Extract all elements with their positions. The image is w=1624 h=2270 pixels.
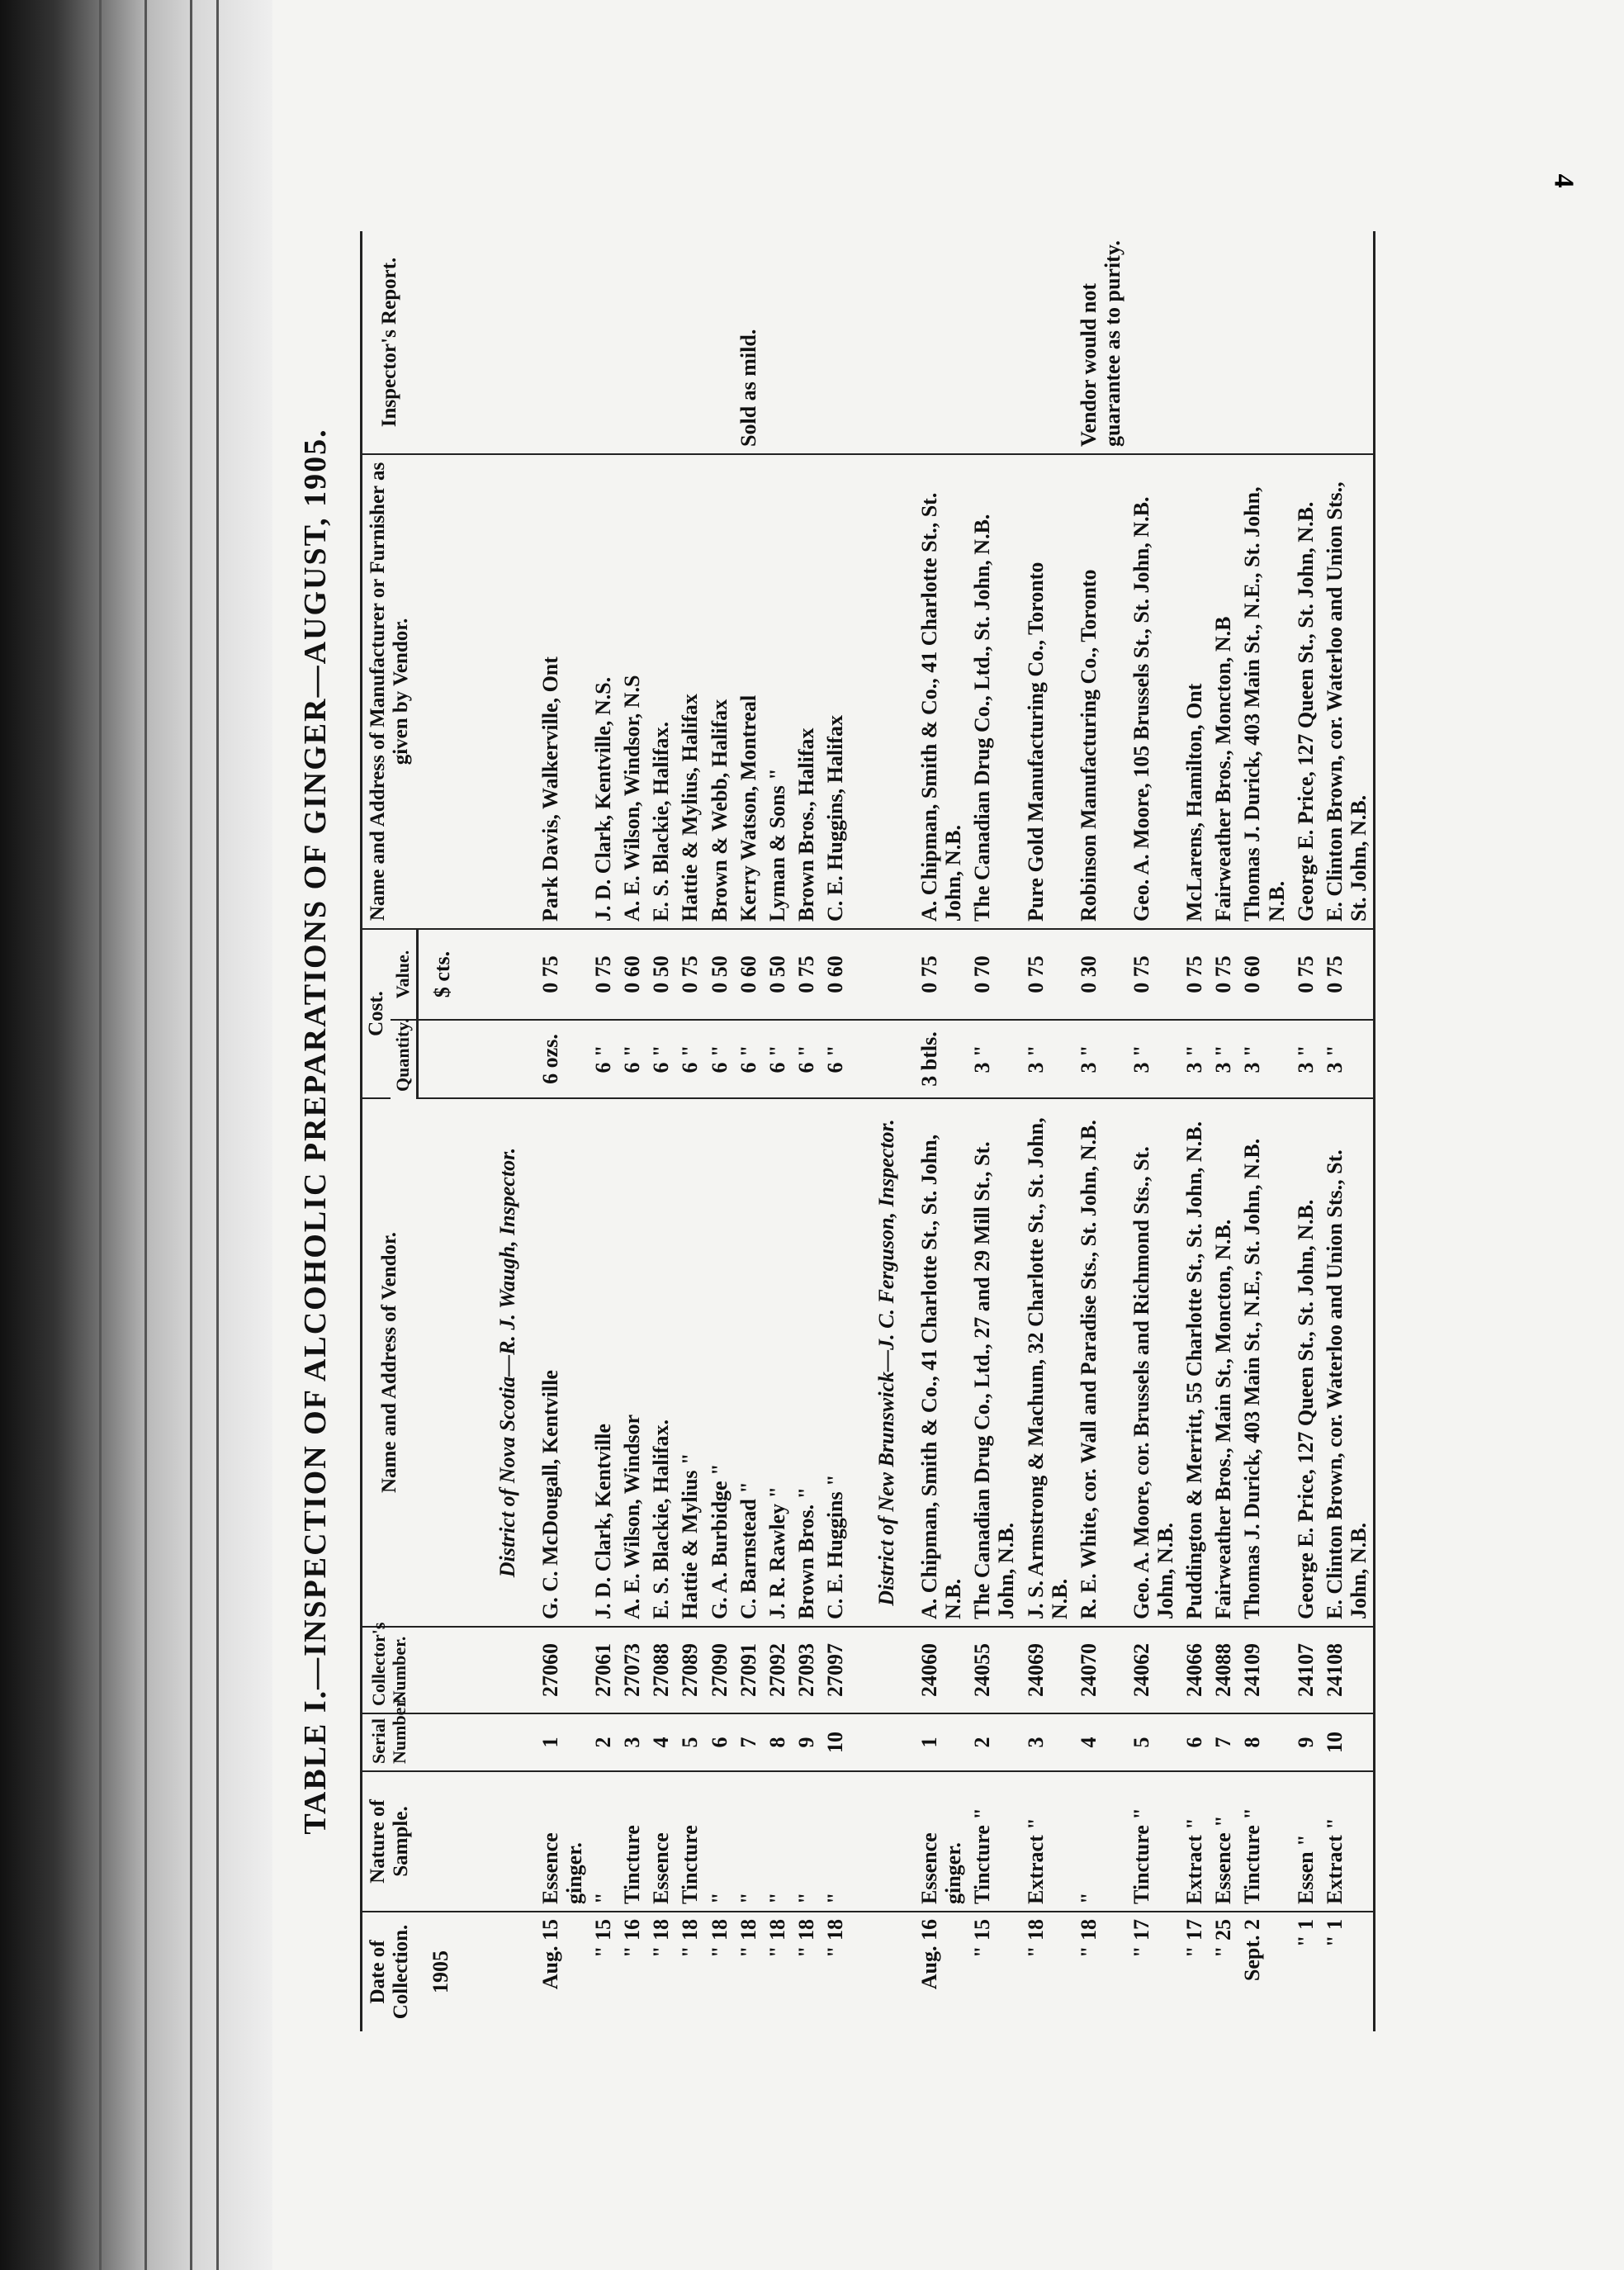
report-cell: Vendor would not guarantee as to purity. [1074, 231, 1127, 454]
nature-cell: " [705, 1771, 734, 1912]
serial-cell: 9 [1291, 1713, 1320, 1771]
date-month: " [736, 1945, 760, 1958]
vendor-cell: Geo. A. Moore, cor. Brussels and Richmond Sts., St. John, N.B. [1127, 1098, 1180, 1627]
district-heading-row [850, 231, 915, 2031]
date-day: 16 [620, 1919, 645, 1941]
quantity-cell: 3 " [1127, 1020, 1180, 1098]
quantity-cell: 3 " [1180, 1020, 1209, 1098]
quantity-cell: 3 " [1238, 1020, 1290, 1098]
report-cell [763, 231, 792, 454]
vendor-cell: A. Chipman, Smith & Co., 41 Charlotte St., St. John, N.B. [915, 1098, 968, 1627]
date-cell [1180, 1912, 1209, 2031]
vendor-cell: Fairweather Bros., Main St., Moncton, N.B. [1209, 1098, 1238, 1627]
date-cell [792, 1912, 821, 2031]
date-day: 15 [591, 1919, 616, 1941]
report-cell [1320, 231, 1375, 454]
quantity-cell: 3 " [1320, 1020, 1375, 1098]
date-month: " [1076, 1945, 1101, 1958]
quantity-cell: 3 " [1021, 1020, 1074, 1098]
report-cell [536, 231, 589, 454]
book-binding [0, 0, 272, 2270]
table-row [705, 231, 734, 2031]
serial-cell: 5 [675, 1713, 704, 1771]
date-month: Sept. [1240, 1935, 1265, 1982]
collector-cell: 27090 [705, 1627, 734, 1713]
collector-cell: 27073 [618, 1627, 646, 1713]
manufacturer-cell: Park Davis, Walkerville, Ont [536, 454, 589, 929]
manufacturer-cell: The Canadian Drug Co., Ltd., St. John, N.B. [968, 454, 1020, 929]
manufacturer-cell: A. E. Wilson, Windsor, N.S [618, 454, 646, 929]
value-cell: 0 75 [675, 929, 704, 1020]
serial-cell: 4 [1074, 1713, 1127, 1771]
date-cell [589, 1912, 618, 2031]
header-date: Date of Collection. [362, 1912, 418, 2031]
date-day: 18 [707, 1919, 732, 1941]
quantity-cell: 6 ozs. [536, 1020, 589, 1098]
manufacturer-cell: J. D. Clark, Kentville, N.S. [589, 454, 618, 929]
value-cell: 0 75 [536, 929, 589, 1020]
collector-cell: 24070 [1074, 1627, 1127, 1713]
document-page [272, 0, 1624, 2270]
vendor-cell: J. R. Rawley " [763, 1098, 792, 1627]
nature-cell: Extract " [1320, 1771, 1375, 1912]
nature-cell: Tincture " [968, 1771, 1020, 1912]
collector-cell: 27061 [589, 1627, 618, 1713]
table-body [417, 231, 1374, 2031]
manufacturer-cell: Pure Gold Manufacturing Co., Toronto [1021, 454, 1074, 929]
date-cell [968, 1912, 1020, 2031]
serial-cell: 1 [536, 1713, 589, 1771]
manufacturer-cell: C. E. Huggins, Halifax [821, 454, 850, 929]
value-cell: 0 75 [589, 929, 618, 1020]
vendor-cell: E. Clinton Brown, cor. Waterloo and Union Sts., St. John, N.B. [1320, 1098, 1375, 1627]
nature-cell: Tincture [675, 1771, 704, 1912]
table-row [792, 231, 821, 2031]
value-cell: 0 75 [1291, 929, 1320, 1020]
report-cell [792, 231, 821, 454]
date-cell [646, 1912, 675, 2031]
serial-cell: 9 [792, 1713, 821, 1771]
report-cell [1180, 231, 1209, 454]
report-cell [646, 231, 675, 454]
vendor-cell: J. S. Armstrong & Machum, 32 Charlotte St., St. John, N.B. [1021, 1098, 1074, 1627]
table-row [915, 231, 968, 2031]
nature-cell: Extract " [1021, 1771, 1074, 1912]
year-label: 1905 [428, 1950, 453, 1993]
serial-cell: 3 [618, 1713, 646, 1771]
date-day: 18 [1076, 1919, 1101, 1941]
rotated-table-block [289, 231, 1478, 2031]
nature-cell: Tincture " [1238, 1771, 1290, 1912]
value-cell: 0 60 [1238, 929, 1290, 1020]
date-cell [1209, 1912, 1238, 2031]
vendor-cell: Brown Bros. " [792, 1098, 821, 1627]
date-cell [536, 1912, 589, 2031]
header-collector: Collector's Number. [362, 1627, 418, 1713]
vendor-cell: C. E. Huggins " [821, 1098, 850, 1627]
date-cell [1238, 1912, 1290, 2031]
table-row [589, 231, 618, 2031]
table-title: TABLE I.—INSPECTION OF ALCOHOLIC PREPARATIONS OF GINGER—AUGUST, 1905. [298, 428, 333, 1835]
collector-cell: 24055 [968, 1627, 1020, 1713]
quantity-cell: 6 " [792, 1020, 821, 1098]
collector-cell: 24060 [915, 1627, 968, 1713]
report-cell [705, 231, 734, 454]
date-month: " [970, 1945, 995, 1958]
serial-cell: 7 [734, 1713, 763, 1771]
quantity-cell: 6 " [675, 1020, 704, 1098]
nature-cell: Essence ginger. [915, 1771, 968, 1912]
collector-cell: 27089 [675, 1627, 704, 1713]
manufacturer-cell: E. S. Blackie, Halifax. [646, 454, 675, 929]
nature-cell: Tincture [618, 1771, 646, 1912]
nature-cell: " [763, 1771, 792, 1912]
date-cell [763, 1912, 792, 2031]
report-cell [618, 231, 646, 454]
date-month: " [1129, 1945, 1154, 1958]
collector-cell: 27093 [792, 1627, 821, 1713]
date-day: 16 [917, 1919, 942, 1941]
vendor-cell: G. A. Burbidge " [705, 1098, 734, 1627]
collector-cell: 24107 [1291, 1627, 1320, 1713]
manufacturer-cell: Lyman & Sons " [763, 454, 792, 929]
vendor-cell: Puddington & Merritt, 55 Charlotte St., St. John, N.B. [1180, 1098, 1209, 1627]
collector-cell: 24109 [1238, 1627, 1290, 1713]
manufacturer-cell: Kerry Watson, Montreal [734, 454, 763, 929]
nature-cell: " [589, 1771, 618, 1912]
inspection-table [360, 231, 1375, 2031]
collector-cell: 27097 [821, 1627, 850, 1713]
vendor-cell: George E. Price, 127 Queen St., St. John, N.B. [1291, 1098, 1320, 1627]
table-row [1320, 231, 1375, 2031]
value-cell: 0 75 [915, 929, 968, 1020]
table-row [646, 231, 675, 2031]
date-cell [1021, 1912, 1074, 2031]
nature-cell: Essence " [1209, 1771, 1238, 1912]
serial-cell: 2 [589, 1713, 618, 1771]
value-cell: 0 50 [646, 929, 675, 1020]
header-report: Inspector's Report. [362, 231, 418, 454]
value-cell: 0 50 [705, 929, 734, 1020]
date-day: 18 [649, 1919, 674, 1941]
date-month: " [1023, 1945, 1048, 1958]
header-vendor: Name and Address of Vendor. [362, 1098, 418, 1627]
vendor-cell: A. E. Wilson, Windsor [618, 1098, 646, 1627]
date-day: 2 [1240, 1919, 1265, 1930]
serial-cell: 1 [915, 1713, 968, 1771]
report-cell [1021, 231, 1074, 454]
value-cell: 0 30 [1074, 929, 1127, 1020]
date-cell [705, 1912, 734, 2031]
quantity-cell: 3 btls. [915, 1020, 968, 1098]
serial-cell: 6 [705, 1713, 734, 1771]
date-cell [675, 1912, 704, 2031]
value-cell: 0 50 [763, 929, 792, 1020]
quantity-cell: 6 " [646, 1020, 675, 1098]
date-cell [1074, 1912, 1127, 2031]
collector-cell: 24066 [1180, 1627, 1209, 1713]
date-cell [915, 1912, 968, 2031]
vendor-cell: Thomas J. Durick, 403 Main St., N.E., St. John, N.B. [1238, 1098, 1290, 1627]
manufacturer-cell: Brown Bros., Halifax [792, 454, 821, 929]
date-cell [1320, 1912, 1375, 2031]
date-day: 18 [765, 1919, 789, 1941]
nature-cell: " [734, 1771, 763, 1912]
quantity-cell: 3 " [968, 1020, 1020, 1098]
vendor-cell: Hattie & Mylius " [675, 1098, 704, 1627]
date-month: " [1293, 1935, 1318, 1947]
table-row [1238, 231, 1290, 2031]
collector-cell: 24069 [1021, 1627, 1074, 1713]
collector-cell: 27088 [646, 1627, 675, 1713]
value-cell: 0 75 [1209, 929, 1238, 1020]
vendor-cell: G. C. McDougall, Kentville [536, 1098, 589, 1627]
report-cell [589, 231, 618, 454]
date-month: " [591, 1945, 616, 1958]
year-row [417, 231, 471, 2031]
table-row [675, 231, 704, 2031]
date-day: 18 [822, 1919, 847, 1941]
quantity-cell: 3 " [1074, 1020, 1127, 1098]
collector-cell: 24088 [1209, 1627, 1238, 1713]
date-month: " [649, 1945, 674, 1958]
nature-cell: " [1074, 1771, 1127, 1912]
report-cell [968, 231, 1020, 454]
manufacturer-cell: McLarens, Hamilton, Ont [1180, 454, 1209, 929]
table-row [1127, 231, 1180, 2031]
district-heading: District of Nova Scotia—R. J. Waugh, Inspector. [471, 1098, 536, 1627]
quantity-cell: 6 " [618, 1020, 646, 1098]
manufacturer-cell: Hattie & Mylius, Halifax [675, 454, 704, 929]
report-cell [675, 231, 704, 454]
quantity-cell: 6 " [734, 1020, 763, 1098]
table-row [968, 231, 1020, 2031]
serial-cell: 4 [646, 1713, 675, 1771]
serial-cell: 8 [763, 1713, 792, 1771]
vendor-cell: J. D. Clark, Kentville [589, 1098, 618, 1627]
date-month: " [678, 1945, 703, 1958]
vendor-cell: R. E. White, cor. Wall and Paradise Sts., St. John, N.B. [1074, 1098, 1127, 1627]
date-day: 25 [1211, 1919, 1236, 1941]
quantity-cell: 6 " [705, 1020, 734, 1098]
date-month: " [1211, 1945, 1236, 1958]
report-cell [1238, 231, 1290, 454]
manufacturer-cell: Geo. A. Moore, 105 Brussels St., St. John, N.B. [1127, 454, 1180, 929]
manufacturer-cell: Thomas J. Durick, 403 Main St., N.E., St. John, N.B. [1238, 454, 1290, 929]
collector-cell: 27060 [536, 1627, 589, 1713]
date-day: 17 [1182, 1919, 1207, 1941]
header-quantity: Quantity. [391, 1020, 417, 1098]
manufacturer-cell: Brown & Webb, Halifax [705, 454, 734, 929]
value-cell: 0 75 [792, 929, 821, 1020]
date-cell [734, 1912, 763, 2031]
vendor-cell: E. S. Blackie, Halifax. [646, 1098, 675, 1627]
date-cell [1127, 1912, 1180, 2031]
vendor-cell: The Canadian Drug Co., Ltd., 27 and 29 Mill St., St. John, N.B. [968, 1098, 1020, 1627]
collector-cell: 27091 [734, 1627, 763, 1713]
date-month: Aug. [537, 1945, 562, 1990]
value-cell: 0 60 [821, 929, 850, 1020]
collector-cell: 27092 [763, 1627, 792, 1713]
table-row [1209, 231, 1238, 2031]
district-heading-row [471, 231, 536, 2031]
quantity-cell: 6 " [763, 1020, 792, 1098]
district-heading: District of New Brunswick—J. C. Ferguson, Inspector. [850, 1098, 915, 1627]
quantity-cell: 3 " [1291, 1020, 1320, 1098]
report-cell [821, 231, 850, 454]
value-cell: 0 70 [968, 929, 1020, 1020]
report-cell [1209, 231, 1238, 454]
date-day: 18 [678, 1919, 703, 1941]
table-row [618, 231, 646, 2031]
manufacturer-cell: Robinson Manufacturing Co., Toronto [1074, 454, 1127, 929]
report-cell [1127, 231, 1180, 454]
nature-cell: Extract " [1180, 1771, 1209, 1912]
serial-cell: 10 [1320, 1713, 1375, 1771]
date-day: 1 [1293, 1919, 1318, 1930]
serial-cell: 8 [1238, 1713, 1290, 1771]
table-row [1074, 231, 1127, 2031]
manufacturer-cell: A. Chipman, Smith & Co., 41 Charlotte St., St. John, N.B. [915, 454, 968, 929]
page-number: 4 [1548, 173, 1579, 188]
serial-cell: 5 [1127, 1713, 1180, 1771]
date-month: " [765, 1945, 789, 1958]
header-value: Value. [391, 929, 417, 1020]
value-cell: 0 60 [734, 929, 763, 1020]
date-day: 17 [1129, 1919, 1154, 1941]
quantity-cell: 6 " [821, 1020, 850, 1098]
manufacturer-cell: George E. Price, 127 Queen St., St. John, N.B. [1291, 454, 1320, 929]
value-cell: 0 60 [618, 929, 646, 1020]
date-month: " [1182, 1945, 1207, 1958]
value-cell: 0 75 [1180, 929, 1209, 1020]
report-cell [1291, 231, 1320, 454]
date-month: " [1322, 1935, 1347, 1947]
date-month: " [707, 1945, 732, 1958]
serial-cell: 7 [1209, 1713, 1238, 1771]
date-day: 15 [970, 1919, 995, 1941]
manufacturer-cell: E. Clinton Brown, cor. Waterloo and Union Sts., St. John, N.B. [1320, 454, 1375, 929]
value-cell: 0 75 [1127, 929, 1180, 1020]
vendor-cell: C. Barnstead " [734, 1098, 763, 1627]
date-day: 1 [1322, 1919, 1347, 1930]
table-row [1180, 231, 1209, 2031]
quantity-cell: 6 " [589, 1020, 618, 1098]
date-day: 18 [736, 1919, 760, 1941]
manufacturer-cell: Fairweather Bros., Moncton, N.B [1209, 454, 1238, 929]
report-cell: Sold as mild. [734, 231, 763, 454]
date-day: 18 [1023, 1919, 1048, 1941]
quantity-cell: 3 " [1209, 1020, 1238, 1098]
table-row [1021, 231, 1074, 2031]
date-cell [1291, 1912, 1320, 2031]
date-cell [618, 1912, 646, 2031]
date-month: " [620, 1945, 645, 1958]
date-month: " [822, 1945, 847, 1958]
table-row [536, 231, 589, 2031]
nature-cell: Tincture " [1127, 1771, 1180, 1912]
table-row [821, 231, 850, 2031]
value-cell: 0 75 [1021, 929, 1074, 1020]
date-month: Aug. [917, 1945, 942, 1990]
date-month: " [793, 1945, 818, 1958]
date-day: 18 [793, 1919, 818, 1941]
serial-cell: 3 [1021, 1713, 1074, 1771]
nature-cell: Essen " [1291, 1771, 1320, 1912]
value-unit: $ cts. [417, 929, 471, 1020]
header-serial: Serial Number. [362, 1713, 418, 1771]
table-row [1291, 231, 1320, 2031]
date-day: 15 [537, 1919, 562, 1941]
nature-cell: Essence ginger. [536, 1771, 589, 1912]
serial-cell: 10 [821, 1713, 850, 1771]
collector-cell: 24108 [1320, 1627, 1375, 1713]
header-cost: Cost. [362, 929, 391, 1098]
serial-cell: 2 [968, 1713, 1020, 1771]
value-cell: 0 75 [1320, 929, 1375, 1020]
nature-cell: " [821, 1771, 850, 1912]
nature-cell: Essence [646, 1771, 675, 1912]
header-manufacturer: Name and Address of Manufacturer or Furnisher as given by Vendor. [362, 454, 418, 929]
collector-cell: 24062 [1127, 1627, 1180, 1713]
table-row [763, 231, 792, 2031]
serial-cell: 6 [1180, 1713, 1209, 1771]
header-nature: Nature of Sample. [362, 1771, 418, 1912]
date-cell [821, 1912, 850, 2031]
report-cell [915, 231, 968, 454]
nature-cell: " [792, 1771, 821, 1912]
table-row [734, 231, 763, 2031]
